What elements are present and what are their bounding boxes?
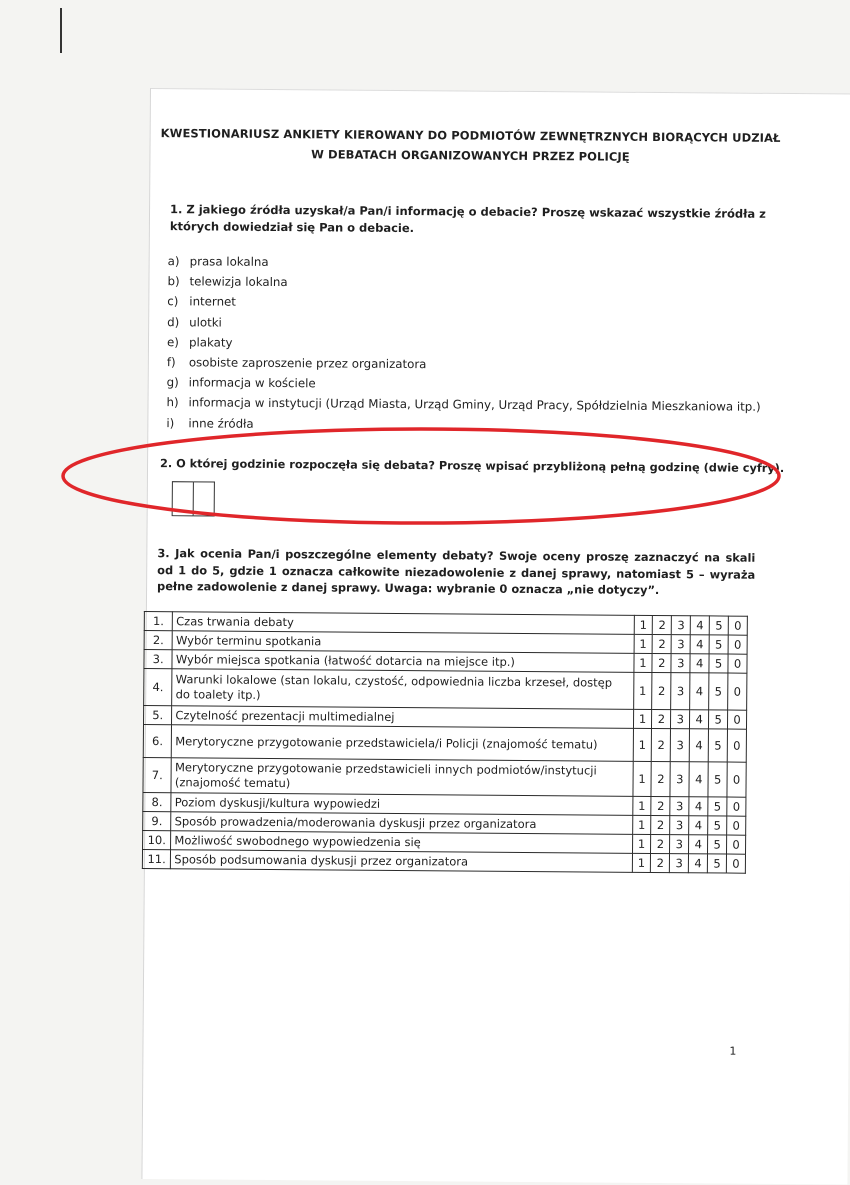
rating-score-option[interactable]: 1 [634, 615, 653, 634]
question-3-text: 3. Jak ocenia Pan/i poszczególne elementy debaty? Swoje oceny proszę zaznaczyć na skali od 1 do 5, gdzie 1 oznacza całkowite niezadowolenie z danej sprawy, natomiast 5 – wyraża pełne zadowolenie z danej sprawy. Uwaga: wybranie 0 oznacza „nie dotyczy”. [157, 546, 756, 598]
rating-score-option[interactable]: 5 [708, 835, 727, 854]
rating-score-option[interactable]: 5 [708, 797, 727, 816]
rating-row-label: Sposób podsumowania dyskusji przez organizatora [171, 850, 632, 873]
rating-score-option[interactable]: 2 [651, 834, 670, 853]
hour-digit-box-1[interactable] [172, 481, 194, 516]
rating-score-option[interactable]: 2 [652, 672, 671, 709]
option-letter: f) [166, 355, 176, 370]
option-label: inne źródła [188, 415, 254, 431]
rating-score-option[interactable]: 0 [727, 816, 746, 835]
option-letter: c) [167, 294, 179, 309]
option-letter: b) [167, 274, 180, 289]
rating-row-label: Możliwość swobodnego wypowiedzenia się [171, 831, 632, 854]
rating-row-label: Czas trwania debaty [173, 612, 634, 635]
rating-score-option[interactable]: 3 [670, 835, 689, 854]
rating-row-number: 5. [144, 705, 173, 724]
rating-row-number: 2. [144, 630, 173, 649]
rating-row [142, 849, 745, 873]
rating-score-option[interactable]: 3 [670, 762, 689, 797]
option-label: telewizja lokalna [189, 274, 288, 290]
rating-score-option[interactable]: 0 [727, 797, 746, 816]
rating-score-option[interactable]: 4 [689, 835, 708, 854]
page-number: 1 [729, 1044, 737, 1058]
rating-score-option[interactable]: 1 [633, 709, 652, 728]
rating-score-option[interactable]: 2 [653, 634, 672, 653]
question-1-text: 1. Z jakiego źródła uzyskał/a Pan/i informację o debacie? Proszę wskazać wszystkie źródła z których dowiedział się Pan o debacie. [169, 202, 766, 236]
option-label: internet [189, 294, 237, 310]
rating-score-option[interactable]: 2 [651, 853, 670, 872]
rating-score-option[interactable]: 0 [728, 616, 747, 635]
option-label: ulotki [189, 314, 222, 330]
rating-score-option[interactable]: 3 [672, 616, 691, 635]
rating-score-option[interactable]: 5 [709, 635, 728, 654]
rating-score-option[interactable]: 2 [651, 761, 670, 796]
rating-score-option[interactable]: 4 [689, 762, 708, 797]
rating-row-number: 9. [143, 811, 172, 830]
rating-score-option[interactable]: 5 [708, 729, 727, 762]
rating-score-option[interactable]: 4 [689, 816, 708, 835]
rating-score-option[interactable]: 4 [690, 616, 709, 635]
rating-row-label: Sposób prowadzenia/moderowania dyskusji przez organizatora [171, 812, 632, 835]
option-letter: e) [166, 334, 179, 350]
rating-score-option[interactable]: 3 [670, 797, 689, 816]
option-letter: g) [166, 375, 179, 390]
option-letter: a) [167, 254, 180, 269]
rating-row-label: Wybór miejsca spotkania (łatwość dotarcia na miejsce itp.) [172, 650, 633, 673]
rating-score-option[interactable]: 5 [708, 854, 727, 873]
rating-row-number: 10. [143, 830, 172, 849]
rating-row-label: Poziom dyskusji/kultura wypowiedzi [171, 793, 632, 816]
rating-score-option[interactable]: 1 [632, 761, 651, 796]
rating-score-option[interactable]: 3 [671, 673, 690, 710]
rating-row-number: 8. [143, 792, 172, 811]
rating-score-option[interactable]: 5 [709, 673, 728, 710]
rating-score-option[interactable]: 0 [726, 854, 745, 873]
rating-score-option[interactable]: 1 [632, 834, 651, 853]
rating-row-label: Warunki lokalowe (stan lokalu, czystość, odpowiednia liczba krzeseł, dostęp do toalety itp.) [172, 669, 633, 710]
rating-row-number: 4. [144, 668, 173, 705]
rating-row-number: 3. [144, 649, 173, 668]
rating-score-option[interactable]: 4 [690, 635, 709, 654]
rating-score-option[interactable]: 5 [709, 710, 728, 729]
rating-score-option[interactable]: 0 [727, 835, 746, 854]
rating-score-option[interactable]: 4 [690, 710, 709, 729]
rating-score-option[interactable]: 3 [670, 854, 689, 873]
rating-score-option[interactable]: 1 [632, 796, 651, 815]
rating-score-option[interactable]: 2 [653, 615, 672, 634]
rating-row-number: 1. [144, 611, 173, 630]
rating-score-option[interactable]: 3 [670, 816, 689, 835]
rating-score-option[interactable]: 1 [634, 634, 653, 653]
rating-score-option[interactable]: 2 [652, 709, 671, 728]
rating-row [143, 757, 746, 797]
rating-row-label: Czytelność prezentacji multimedialnej [172, 706, 633, 729]
rating-score-option[interactable]: 4 [689, 854, 708, 873]
hour-answer-boxes[interactable] [172, 481, 215, 516]
rating-table [142, 611, 748, 874]
rating-score-option[interactable]: 5 [708, 762, 727, 797]
scan-artifact-line [60, 8, 62, 53]
hour-digit-box-2[interactable] [194, 481, 215, 516]
rating-score-option[interactable]: 4 [690, 654, 709, 673]
rating-score-option[interactable]: 2 [651, 796, 670, 815]
rating-row-number: 7. [143, 757, 172, 792]
option-letter: h) [166, 395, 179, 410]
option-label: osobiste zaproszenie przez organizatora [188, 355, 427, 372]
rating-row-number: 6. [143, 724, 172, 757]
rating-score-option[interactable]: 1 [632, 853, 651, 872]
rating-row [143, 724, 746, 762]
rating-score-option[interactable]: 0 [727, 762, 746, 797]
option-letter: i) [166, 415, 175, 430]
rating-score-option[interactable]: 0 [728, 710, 747, 729]
rating-score-option[interactable]: 5 [709, 654, 728, 673]
rating-row-label: Merytoryczne przygotowanie przedstawiciela/i Policji (znajomość tematu) [172, 725, 633, 762]
title-line-1: KWESTIONARIUSZ ANKIETY KIEROWANY DO PODMIOTÓW ZEWNĘTRZNYCH BIORĄCYCH UDZIAŁ [160, 126, 781, 145]
rating-row [144, 668, 747, 710]
rating-score-option[interactable]: 0 [728, 635, 747, 654]
rating-score-option[interactable]: 1 [633, 672, 652, 709]
rating-score-option[interactable]: 3 [671, 635, 690, 654]
question-1-options [166, 251, 787, 438]
rating-score-option[interactable]: 3 [671, 710, 690, 729]
rating-score-option[interactable]: 1 [632, 815, 651, 834]
rating-row-number: 11. [142, 849, 171, 868]
option-label: informacja w kościele [188, 375, 316, 391]
rating-score-option[interactable]: 4 [690, 673, 709, 710]
rating-score-option[interactable]: 4 [689, 729, 708, 762]
option-label: informacja w instytucji (Urząd Miasta, Urząd Gminy, Urząd Pracy, Spółdzielnia Mieszkaniowa itp.) [188, 395, 761, 415]
rating-score-option[interactable]: 5 [709, 616, 728, 635]
rating-score-option[interactable]: 1 [633, 728, 652, 761]
rating-score-option[interactable]: 2 [651, 815, 670, 834]
rating-score-option[interactable]: 3 [671, 729, 690, 762]
rating-score-option[interactable]: 1 [633, 653, 652, 672]
rating-score-option[interactable]: 2 [652, 728, 671, 761]
rating-score-option[interactable]: 4 [689, 797, 708, 816]
option-letter: d) [167, 314, 180, 329]
document-title [150, 123, 790, 168]
rating-score-option[interactable]: 3 [671, 654, 690, 673]
rating-score-option[interactable]: 2 [652, 653, 671, 672]
rating-score-option[interactable]: 0 [728, 673, 747, 710]
rating-row-label: Merytoryczne przygotowanie przedstawicieli innych podmiotów/instytucji (znajomość tematu) [171, 758, 632, 797]
questionnaire-page [141, 88, 850, 1185]
option-label: prasa lokalna [189, 254, 269, 269]
rating-row-label: Wybór terminu spotkania [172, 631, 633, 654]
rating-score-option[interactable]: 0 [728, 654, 747, 673]
option-label: plakaty [188, 335, 233, 350]
rating-score-option[interactable]: 5 [708, 816, 727, 835]
title-line-2: W DEBATACH ORGANIZOWANYCH PRZEZ POLICJĘ [311, 147, 630, 164]
question-2-text: 2. O której godzinie rozpoczęła się debata? Proszę wpisać przybliżoną pełną godzinę (dwie cyfry). [159, 457, 785, 475]
rating-score-option[interactable]: 0 [727, 729, 746, 762]
